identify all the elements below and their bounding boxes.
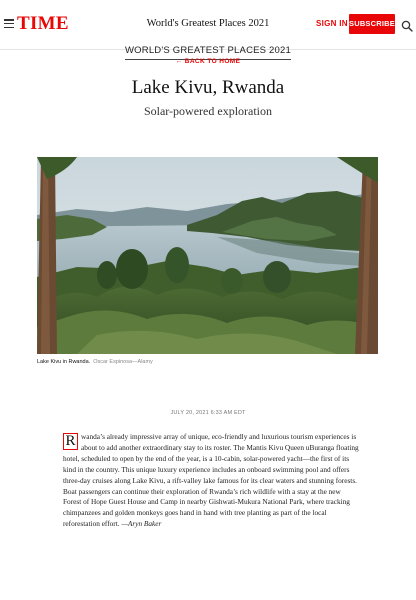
sign-in-link[interactable]: SIGN IN	[316, 19, 348, 28]
article-body	[63, 432, 359, 530]
article-title: Lake Kivu, Rwanda	[131, 77, 285, 98]
search-icon[interactable]	[401, 19, 413, 31]
article-body-text: wanda’s already impressive array of unique, eco-friendly and luxurious tourism experiences is about to add another extraordinary stay to its roster. The Mantis Kivu Queen uBuranga floating hotel, scheduled to open by the end of the year, is a 10-cabin, solar-powered yacht—the first of its kind in the country. This unique luxury experience includes an onboard swimming pool and offers three-day cruises along Lake Kivu, a rift-valley lake famous for its clear waters and stunning forests. Boat passengers can continue their exploration of Rwanda’s rich wildlife with a stay at the new Forest of Hope Guest House and Camp in nearby Gishwati-Mukura National Park, where tracking chimpanzees and golden monkeys goes hand in hand with tree planting as part of the local reforestation effort.	[63, 432, 359, 529]
back-to-home-link[interactable]: ← BACK TO HOME	[175, 58, 241, 65]
article-dateline: JULY 20, 2021 6:33 AM EDT	[170, 410, 246, 416]
caption-credit: Oscar Espinosa—Alamy	[93, 359, 153, 365]
caption-text: Lake Kivu in Rwanda.	[37, 359, 91, 365]
kicker-link[interactable]: WORLD'S GREATEST PLACES 2021	[125, 45, 291, 60]
kicker-wrap	[0, 40, 416, 60]
header-section-title[interactable]: World's Greatest Places 2021	[146, 18, 270, 29]
author-byline[interactable]: —Aryn Baker	[121, 519, 162, 529]
back-link-wrap	[0, 58, 416, 65]
image-caption	[37, 359, 153, 365]
article-subtitle: Solar-powered exploration	[143, 104, 273, 118]
drop-cap: R	[63, 433, 78, 450]
time-logo[interactable]: TIME	[17, 13, 69, 34]
subscribe-button[interactable]: SUBSCRIBE	[349, 14, 395, 34]
hamburger-menu-icon[interactable]	[4, 19, 14, 28]
hero-image	[37, 157, 378, 354]
